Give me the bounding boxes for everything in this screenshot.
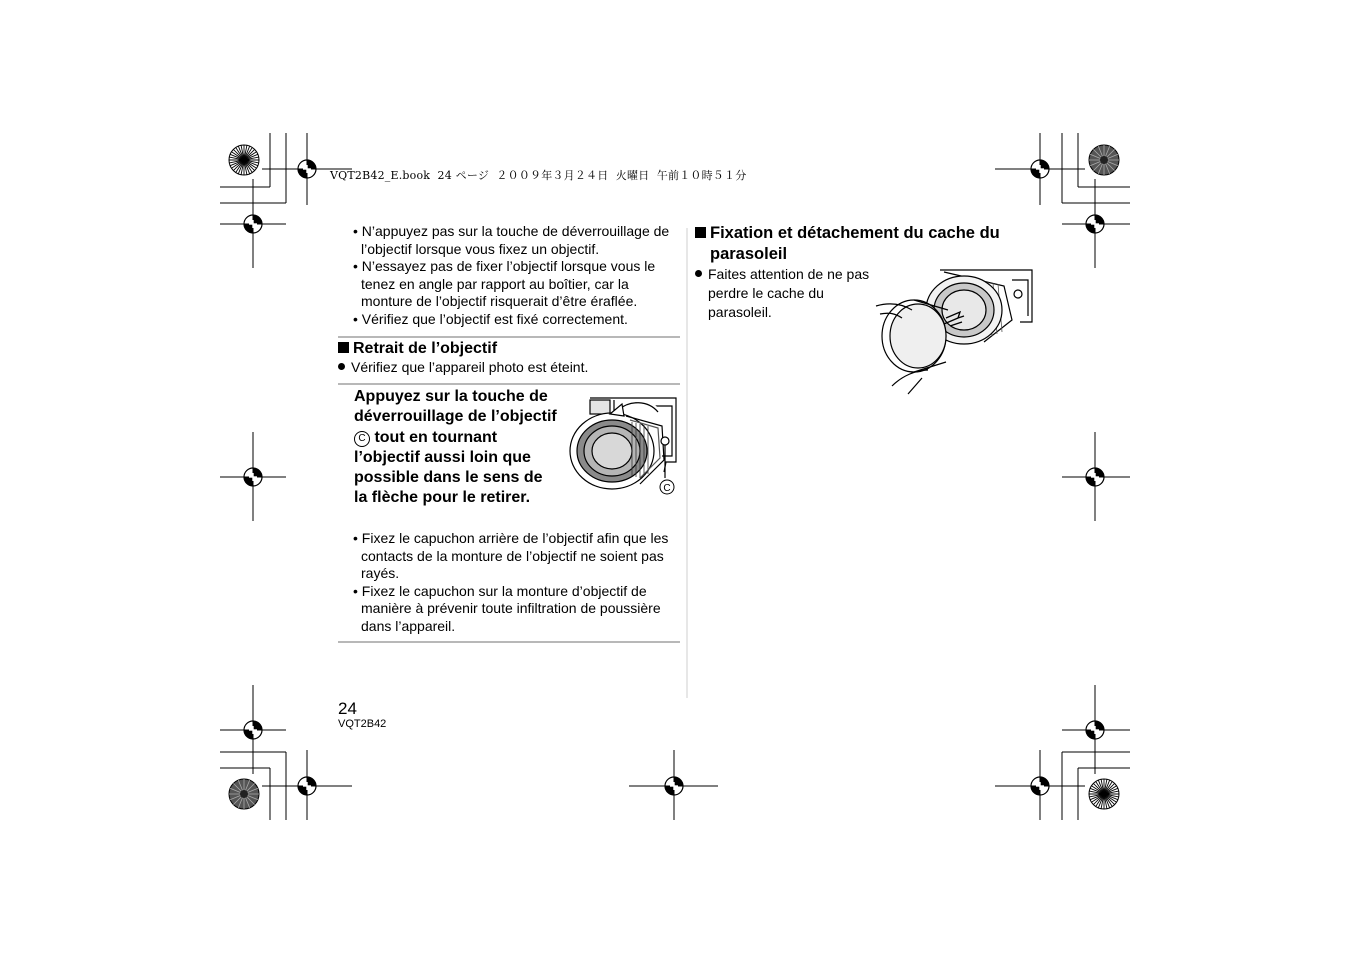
divider xyxy=(338,641,680,643)
bullet-item: • N’appuyez pas sur la touche de déverrouillage de l’objectif lorsque vous fixez un objectif. xyxy=(353,223,670,257)
lens-hood-cap-illustration xyxy=(872,266,1036,398)
model-code: VQT2B42 xyxy=(338,718,387,730)
square-bullet-icon xyxy=(338,342,349,353)
print-header: VQT2B42_E.book 24 ページ ２００９年３月２４日 火曜日 午前１０時５１分 xyxy=(330,169,747,182)
section-title: Retrait de l’objectif xyxy=(353,340,498,357)
note-text: Vérifiez que l’appareil photo est éteint. xyxy=(351,359,589,375)
step-text-part: Appuyez sur la touche de déverrouillage de l’objectif xyxy=(354,388,557,426)
lens-removal-illustration xyxy=(566,396,680,500)
section-title: Fixation et détachement du cache du parasoleil xyxy=(710,224,1000,263)
section-note xyxy=(338,358,588,376)
square-bullet-icon xyxy=(695,227,706,238)
figure-label-c: C xyxy=(663,483,671,494)
lens-hood-note xyxy=(695,265,876,322)
bullet-item: • N’essayez pas de fixer l’objectif lorsque vous le tenez en angle par rapport au boîtier, car la monture de l’objectif risquerait d’être éraflée. xyxy=(353,258,656,310)
bullet-item: • Fixez le capuchon sur la monture d’objectif de manière à prévenir toute infiltration de poussière dans l’appareil. xyxy=(353,582,661,634)
step-instruction xyxy=(354,387,560,509)
section-heading-removal xyxy=(338,339,497,359)
dot-bullet-icon xyxy=(338,363,345,370)
bullet-item: • Fixez le capuchon arrière de l’objectif afin que les contacts de la monture de l’objectif ne soient pas rayés. xyxy=(353,530,669,582)
step-text-part: tout en tournant l’objectif aussi loin que possible dans le sens de la flèche pour le retirer. xyxy=(354,428,543,507)
section-heading-lens-hood xyxy=(695,223,1030,265)
divider xyxy=(338,383,680,385)
circled-c-marker: C xyxy=(354,431,370,447)
note-text: Faites attention de ne pas perdre le cache du parasoleil. xyxy=(708,266,870,320)
dot-bullet-icon xyxy=(695,270,702,277)
after-bullet-list xyxy=(338,530,680,636)
intro-bullet-list xyxy=(338,223,680,329)
divider xyxy=(338,336,680,338)
page-number: 24 xyxy=(338,699,357,718)
bullet-item: • Vérifiez que l’objectif est fixé correctement. xyxy=(353,310,628,327)
